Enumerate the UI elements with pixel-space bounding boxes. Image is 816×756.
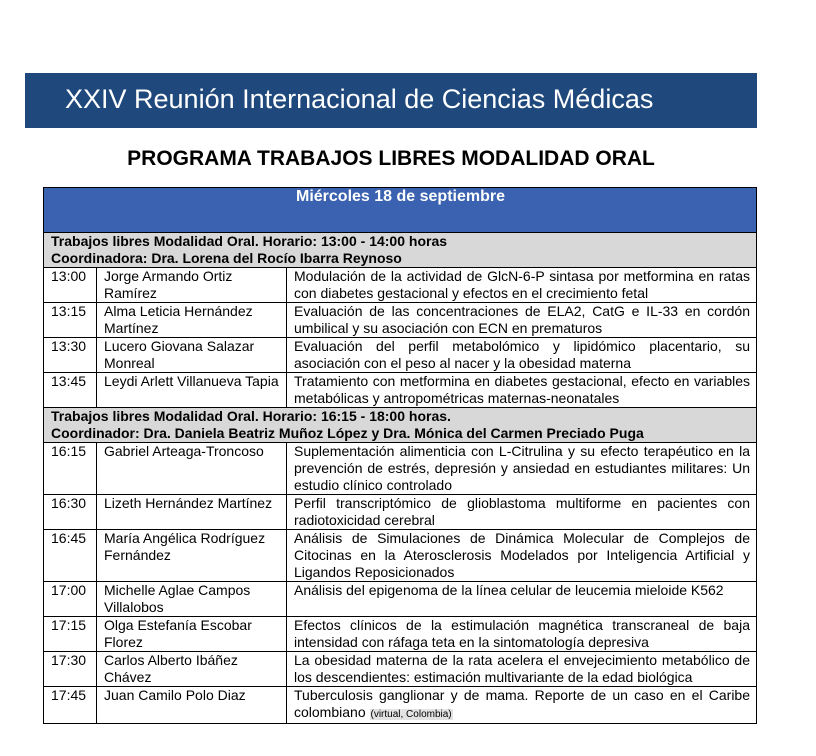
talk-title-text: Perfil transcriptómico de glioblastoma multiforme en pacientes con radiotoxicidad cerebral xyxy=(294,495,750,528)
session-header-row xyxy=(44,408,757,443)
talk-title xyxy=(287,338,757,373)
page-bottom-edge xyxy=(0,741,816,756)
talk-title xyxy=(287,687,757,724)
talk-time: 13:15 xyxy=(44,303,97,338)
presenter-name: María Angélica Rodríguez Fernández xyxy=(97,530,287,582)
table-row xyxy=(44,443,757,495)
presenter-name: Leydi Arlett Villanueva Tapia xyxy=(97,373,287,408)
talk-title xyxy=(287,530,757,582)
session-coordinator: Coordinadora: Dra. Lorena del Rocío Ibarra Reynoso xyxy=(51,250,402,266)
table-row xyxy=(44,338,757,373)
talk-title xyxy=(287,373,757,408)
talk-time: 16:30 xyxy=(44,495,97,530)
talk-title xyxy=(287,617,757,652)
presenter-name: Jorge Armando Ortiz Ramírez xyxy=(97,268,287,303)
talk-note: (virtual, Colombia) xyxy=(370,709,452,720)
table-row xyxy=(44,687,757,724)
talk-time: 13:00 xyxy=(44,268,97,303)
talk-time: 16:15 xyxy=(44,443,97,495)
session-heading: Trabajos libres Modalidad Oral. Horario: 13:00 - 14:00 horas xyxy=(51,233,448,249)
talk-title-text: Efectos clínicos de la estimulación magnética transcraneal de baja intensidad con ráfaga teta en la sintomatología depresiva xyxy=(294,617,750,650)
talk-title-text: Suplementación alimenticia con L-Citrulina y su efecto terapéutico en la prevención de estrés, depresión y ansiedad en estudiantes militares: Un estudio clínico controlado xyxy=(294,443,750,493)
table-row xyxy=(44,652,757,687)
presenter-name: Lizeth Hernández Martínez xyxy=(97,495,287,530)
program-title: PROGRAMA TRABAJOS LIBRES MODALIDAD ORAL xyxy=(127,147,655,170)
program-table xyxy=(43,187,757,724)
talk-title-text: Tratamiento con metformina en diabetes gestacional, efecto en variables metabólicas y antropométricas maternas-neonatales xyxy=(294,373,750,406)
talk-time: 16:45 xyxy=(44,530,97,582)
event-banner xyxy=(25,73,757,128)
day-header: Miércoles 18 de septiembre xyxy=(44,188,757,233)
presenter-name: Olga Estefanía Escobar Florez xyxy=(97,617,287,652)
talk-title xyxy=(287,443,757,495)
talk-time: 17:15 xyxy=(44,617,97,652)
session-header xyxy=(44,408,757,443)
session-header-row xyxy=(44,233,757,268)
table-row xyxy=(44,617,757,652)
presenter-name: Lucero Giovana Salazar Monreal xyxy=(97,338,287,373)
talk-time: 17:00 xyxy=(44,582,97,617)
day-header-row xyxy=(44,188,757,233)
presenter-name: Alma Leticia Hernández Martínez xyxy=(97,303,287,338)
talk-title-text: Modulación de la actividad de GlcN-6-P sintasa por metformina en ratas con diabetes gestacional y efectos en el crecimiento fetal xyxy=(294,268,750,301)
talk-title-text: Tuberculosis ganglionar y de mama. Reporte de un caso en el Caribe colombiano xyxy=(294,687,750,720)
talk-title xyxy=(287,268,757,303)
talk-title xyxy=(287,303,757,338)
presenter-name: Juan Camilo Polo Diaz xyxy=(97,687,287,724)
session-header xyxy=(44,233,757,268)
session-heading: Trabajos libres Modalidad Oral. Horario: 16:15 - 18:00 horas. xyxy=(51,408,451,424)
table-row xyxy=(44,268,757,303)
talk-time: 17:30 xyxy=(44,652,97,687)
talk-title-text: La obesidad materna de la rata acelera el envejecimiento metabólico de los descendientes: estimación multivariante de la edad biológica xyxy=(294,652,750,685)
talk-title xyxy=(287,652,757,687)
talk-time: 13:30 xyxy=(44,338,97,373)
table-row xyxy=(44,373,757,408)
talk-time: 13:45 xyxy=(44,373,97,408)
talk-time: 17:45 xyxy=(44,687,97,724)
session-coordinator: Coordinador: Dra. Daniela Beatriz Muñoz López y Dra. Mónica del Carmen Preciado Puga xyxy=(51,425,644,441)
presenter-name: Michelle Aglae Campos Villalobos xyxy=(97,582,287,617)
event-title: XXIV Reunión Internacional de Ciencias Médicas xyxy=(65,84,654,114)
talk-title xyxy=(287,582,757,617)
table-row xyxy=(44,582,757,617)
table-row xyxy=(44,530,757,582)
talk-title-text: Evaluación de las concentraciones de ELA2, CatG e IL-33 en cordón umbilical y su asociación con ECN en prematuros xyxy=(294,303,750,336)
table-row xyxy=(44,303,757,338)
presenter-name: Carlos Alberto Ibáñez Chávez xyxy=(97,652,287,687)
presenter-name: Gabriel Arteaga-Troncoso xyxy=(97,443,287,495)
talk-title xyxy=(287,495,757,530)
talk-title-text: Análisis del epigenoma de la línea celular de leucemia mieloide K562 xyxy=(294,582,724,598)
table-row xyxy=(44,495,757,530)
talk-title-text: Análisis de Simulaciones de Dinámica Molecular de Complejos de Citocinas en la Aterosclerosis Modelados por Inteligencia Artificial y Ligandos Reposicionados xyxy=(294,530,750,580)
talk-title-text: Evaluación del perfil metabolómico y lipidómico placentario, su asociación con el peso al nacer y la obesidad materna xyxy=(294,338,750,371)
